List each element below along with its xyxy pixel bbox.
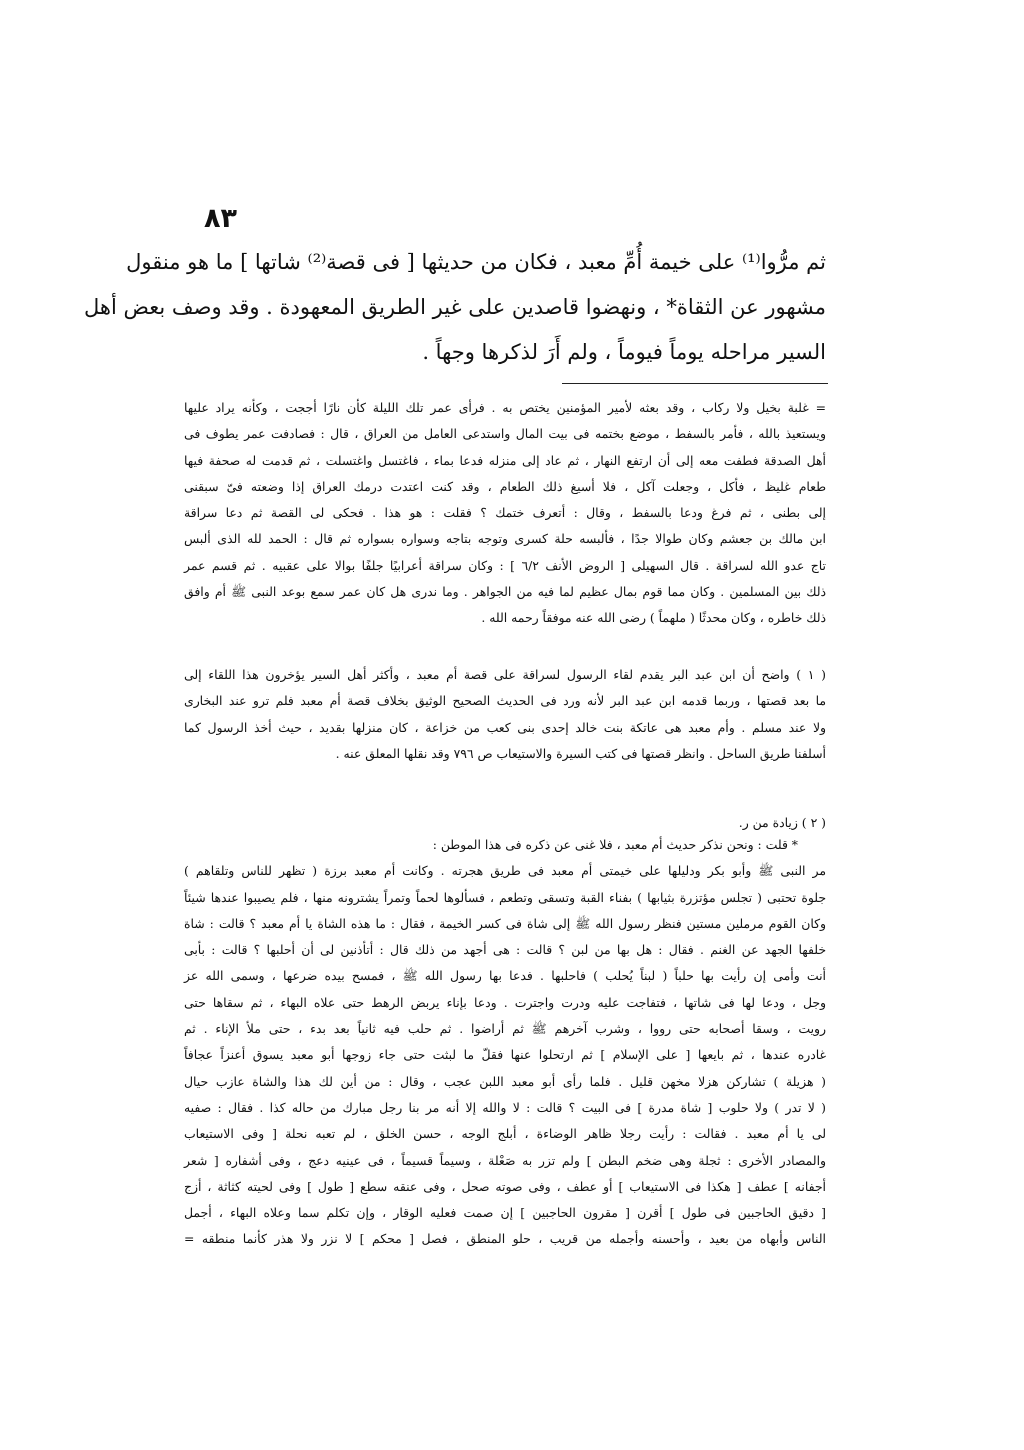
note-line: والمصادر الأخرى : ثجلة وهى ضخم البطن ] ولم تزر به صَعْلة ، وسيماً قسيماً ، فى عينيه دعج ، وفى أشفاره [ شعر — [184, 1152, 826, 1168]
note-line: رويت ، وسقا أصحابه حتى رووا ، وشرب آخرهم ﷺ ثم أراضوا . ثم حلب فيه ثانياً بعد بدء ، حتى ملأ الإناء . ثم — [184, 1021, 826, 1037]
main-text — [84, 240, 826, 375]
note-line: ابن مالك بن جعشم وكان طوالا جدًا ، فألبسه حلة كسرى وتوجه بتاجه وسواره بسواره ثم قال : الحمد لله الذى ألبس — [184, 531, 826, 547]
note-line: إلى بطنى ، ثم فرغ ودعا بالسفط ، وقال : أتعرف ختمك ؟ فقلت : هو هذا . فحكى لى القصة ثم دعا سراقة — [184, 505, 826, 521]
note-line: = غلبة بخيل ولا ركاب ، وقد بعثه لأمير المؤمنين يختص به . فرأى عمر تلك الليلة كأن نارًا أججت ، وكأنه يراد عليها — [184, 400, 826, 415]
continuation-note — [184, 395, 826, 632]
main-text-line: ثم مرُّوا⁽¹⁾ على خيمة أُمِّ معبد ، فكان من حديثها [ فى قصة⁽²⁾ شاتها ] ما هو منقول — [126, 250, 826, 274]
main-text-line: السير مراحله يوماً فيوماً ، ولم أَرَ لذكرها وجهاً . — [422, 340, 826, 364]
footnote-1 — [184, 662, 826, 767]
note-line: ( هزيلة ) تشاركن هزلا مخهن قليل . فلما رأى أبو معبد اللبن عجب ، وقال : من أين لك هذا والشاة عازب حيال — [184, 1073, 826, 1089]
note-line: ما بعد قصتها ، وربما قدمه ابن عبد البر لأنه ورد فى الحديث الصحيح الوثيق بخلاف قصة أم معبد فلم ترو عند البخارى — [184, 693, 826, 709]
note-line: أهل الصدقة فطفت معه إلى أن ارتفع النهار ، ثم عاد إلى منزله فدعا بماء ، فاغتسل واغتسلت ، ثم قدمت له صحفة فيها — [184, 452, 826, 468]
note-line: وكان القوم مرملين مستين فنظر رسول الله ﷺ إلى شاة فى كسر الخيمة ، فقال : ما هذه الشاة يا أم معبد ؟ قالت : شاة — [184, 915, 826, 931]
star-note-intro: * قلت : ونحن نذكر حديث أم معبد ، فلا غنى عن ذكره فى هذا الموطن : — [432, 837, 798, 852]
note-line: خلفها الجهد عن الغنم . فقال : هل بها من لبن ؟ قالت : هى أجهد من ذلك قال : أتأذنين لى أن أحلبها ؟ قالت : بأبى — [184, 942, 826, 958]
note-line: لى يا أم معبد . فقالت : رأيت رجلا ظاهر الوضاءة ، أبلج الوجه ، حسن الخلق ، لم تعبه نحلة [ وفى الاستيعاب — [184, 1126, 826, 1142]
note-line: ( ٢ ) زيادة من ر. — [738, 815, 826, 830]
note-line: ذلك خاطره ، وكان محدثًا ( ملهماً ) رضى الله عنه موفقاً رحمه الله . — [481, 610, 826, 626]
note-line: جلوة تحتبى ( تجلس مؤتزرة بثيابها ) بفناء القبة وتسقى وتطعم ، فسألوها لحماً وتمراً يشترونه منها ، فلم يصيبوا عندها شيئاً — [184, 889, 826, 905]
note-line: مر النبى ﷺ وأبو بكر ودليلها على خيمتى أم معبد فى طريق هجرته . وكانت أم معبد برزة ( تظهر للناس وتلقاهم ) — [184, 863, 826, 879]
note-line: أجفانه ] عطف [ هكذا فى الاستيعاب ] أو عطف ، وفى صوته صحل ، وفى عنقه سطع [ طول ] وفى لحيته كثاثة ، أزج — [184, 1178, 826, 1194]
note-line: طعام غليظ ، فأكل ، وجعلت آكل ، فلا أسيغ ذلك الطعام ، وقد كنت اعتدت درمك العراق إذا وضعته فىّ سبقنى — [184, 478, 826, 494]
note-line: وجل ، ودعا لها فى شاتها ، فتفاجت عليه ودرت واجترت . ودعا بإناء يربض الرهط حتى علاه البهاء ، ثم سقاها حتى — [184, 994, 826, 1010]
note-line: غادره عندها ، ثم بايعها [ على الإسلام ] ثم ارتحلوا عنها فقلّ ما لبثت حتى جاء زوجها أبو معبد يسوق أعنزاً عجافاً — [184, 1047, 826, 1063]
note-line: ولا عند مسلم . وأم معبد هى عاتكة بنت خالد إحدى بنى كعب من خزاعة ، كان منزلها بقديد ، حيث أخذ الرسول كما — [184, 719, 826, 735]
star-note — [184, 832, 826, 1253]
main-text-line: مشهور عن الثقاة* ، ونهضوا قاصدين على غير الطريق المعهودة . وقد وصف بعض أهل — [84, 295, 826, 319]
note-line: أسلفنا طريق الساحل . وانظر قصتها فى كتب السيرة والاستيعاب ص ٧٩٦ وقد نقلها المعلق عنه . — [335, 745, 826, 761]
note-line: أنت وأمى إن رأيت بها حلباً ( لبناً يُحلب ) فاحلبها . فدعا بها رسول الله ﷺ ، فمسح بيده ضرعها ، وسمى الله عز — [184, 968, 826, 984]
footnote-divider — [562, 383, 828, 384]
page-number: ٨٣ — [204, 203, 237, 234]
note-line: الناس وأبهاه من بعيد ، وأحسنه وأجمله من قريب ، حلو المنطق ، فصل [ محكم ] لا نزر ولا هذر كأنما منطقه = — [184, 1231, 826, 1247]
note-line: [ دقيق الحاجبين فى طول ] أقرن [ مقرون الحاجبين ] إن صمت فعليه الوقار ، وإن تكلم سما وعلاه البهاء ، أجمل — [184, 1205, 826, 1221]
note-line: تاج عدو الله لسراقة . قال السهيلى [ الروض الأنف ٦/٢ ] : وكان سراقة أعرابيًا جلفًا بوالا على عقبيه . ثم قسم عمر — [184, 557, 826, 573]
note-line: ذلك بين المسلمين . وكان مما قوم بمال عظيم لما فيه من الجواهر . وما ندرى هل كان عمر سمع بوعد النبى ﷺ أم وافق — [184, 584, 826, 600]
note-line: ( لا تدر ) ولا حلوب [ شاة مدرة ] فى البيت ؟ قالت : لا والله إلا أنه مر بنا رجل مبارك من حاله كذا . فقال : صفيه — [184, 1099, 826, 1115]
note-line: ويستعيذ بالله ، فأمر بالسفط ، موضع بختمه فى بيت المال واستدعى العامل من العراق ، قال : فصادفت عمر يطوف فى — [184, 426, 826, 442]
note-line: ( ١ ) واضح أن ابن عبد البر يقدم لقاء الرسول لسراقة على قصة أم معبد ، وأكثر أهل السير يؤخرون هذا اللقاء إلى — [184, 667, 826, 682]
